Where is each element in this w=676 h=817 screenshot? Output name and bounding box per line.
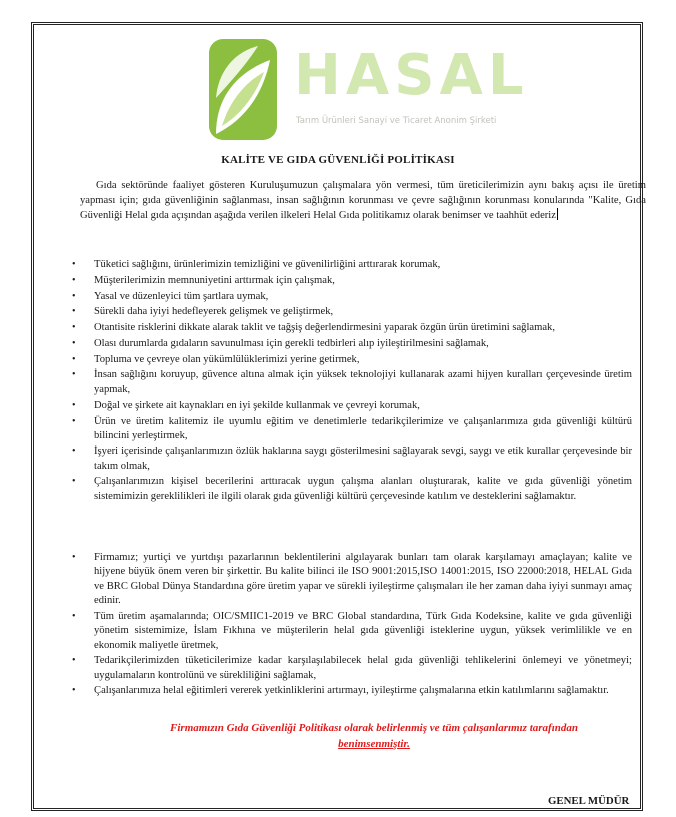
text-cursor — [557, 208, 558, 220]
bullet-icon: • — [72, 655, 76, 667]
bullet-icon: • — [72, 476, 76, 488]
principle-item-text: Çalışanlarımızın kişisel becerilerini arttıracak uygun çalışma alanları oluşturarak, kalite ve gıda güvenliği yönetim sistemimizin gereklilikleri ile ilgili olarak gıda güvenliği kültürü çerçevesinde katılım ve desteklerini sağlamaktır. — [94, 476, 632, 502]
document-title: KALİTE VE GIDA GÜVENLİĞİ POLİTİKASI — [221, 154, 455, 166]
principle-item — [64, 368, 632, 397]
logo-wordmark: HASAL — [294, 43, 529, 108]
closing-statement — [96, 720, 652, 752]
principles-list — [64, 258, 632, 506]
bullet-icon: • — [72, 306, 76, 318]
intro-paragraph — [80, 178, 646, 224]
principle-item-text: Doğal ve şirkete ait kaynakları en iyi şekilde kullanmak ve çevreyi korumak, — [94, 399, 420, 411]
commitment-item-text: Firmamız; yurtiçi ve yurtdışı pazarlarının beklentilerini algılayarak bunları tam olarak karşılamayı amaçlayan; kalite ve hijyene büyük önem veren bir şirkettir. Bu kalite bilinci ile ISO 9001:2015,ISO 14001:2015, ISO 22000:2018, HELAL Gıda ve BRC Global Dünya Standardına göre üretim yapar ve sürekli iyileştirme çalışmaları ile her zaman daha iyiyi sunmayı amaç edinir. — [94, 552, 632, 607]
principle-item-text: Olası durumlarda gıdaların savunulması için gerekli tedbirleri alıp iyileştirilmesini sağlamak, — [94, 337, 489, 349]
principle-item — [64, 305, 632, 320]
principle-item — [64, 353, 632, 368]
principle-item — [64, 415, 632, 444]
principle-item-text: Tüketici sağlığını, ürünlerimizin temizliğini ve güvenilirliğini arttırarak korumak, — [94, 259, 441, 270]
commitment-item — [64, 684, 632, 698]
principle-item-text: Topluma ve çevreye olan yükümlülüklerimizi yerine getirmek, — [94, 353, 360, 365]
bullet-icon: • — [72, 353, 76, 365]
commitment-item — [64, 551, 632, 609]
signature-title: GENEL MÜDÜR — [548, 795, 630, 807]
bullet-icon: • — [72, 274, 76, 286]
bullet-icon: • — [72, 446, 76, 457]
principle-item — [64, 290, 632, 305]
bullet-icon: • — [72, 399, 76, 411]
principle-item-text: Otantisite risklerini dikkate alarak taklit ve tağşiş değerlendirmesini yaparak özgün ürün üretimini sağlamak, — [94, 322, 555, 334]
closing-line-1: Firmamızın Gıda Güvenliği Politikası olarak belirlenmiş ve tüm çalışanlarımız tarafından — [170, 722, 578, 734]
bullet-icon: • — [72, 290, 76, 302]
principle-item — [64, 274, 632, 289]
principle-item-text: Ürün ve üretim kalitemiz ile uyumlu eğitim ve denetimlerle tedarikçilerimize ve çalışanlarımıza gıda güvenliği kültürü bilincini yerleştirmek, — [94, 415, 632, 442]
principle-item — [64, 258, 632, 273]
commitment-item — [64, 654, 632, 683]
bullet-icon: • — [72, 415, 76, 427]
intro-text: Gıda sektöründe faaliyet gösteren Kuruluşumuzun çalışmalara yön vermesi, tüm üreticilerimizin aynı bakış açısı ile üretim yapması için; gıda güvenliğinin sağlanması, insan sağlığının korunması ve çevre sağlığının korunması konularında "Kalite, Gıda Güvenliği Helal gıda açışından aşağıda verilen ilkeleri Helal Gıda politikamız olarak benimser ve taahhüt ederiz — [80, 180, 646, 222]
commitments-list — [64, 551, 632, 700]
bullet-icon: • — [72, 322, 76, 334]
commitment-item-text: Tedarikçilerimizden tüketicilerimize kadar karşılaşılabilecek helal gıda güvenliği tehlikelerini önlemeyi ve yönetmeyi; uygulamaların kontrolünü ve sürekliliğini sağlamak, — [94, 655, 632, 681]
principle-item — [64, 337, 632, 352]
principle-item-text: Yasal ve düzenleyici tüm şartlara uymak, — [94, 290, 269, 302]
principle-item — [64, 445, 632, 474]
principle-item — [64, 475, 632, 504]
bullet-icon: • — [72, 552, 76, 563]
principle-item-text: İnsan sağlığını koruyup, güvence altına almak için yüksek teknolojiyi kullanarak azami hijyen kuralları çerçevesinde üretim yapmak, — [94, 369, 632, 396]
principle-item-text: Sürekli daha iyiyi hedefleyerek gelişmek ve geliştirmek, — [94, 306, 334, 318]
principle-item-text: Müşterilerimizin memnuniyetini arttırmak için çalışmak, — [94, 274, 335, 286]
logo-tagline: Tarım Ürünleri Sanayi ve Ticaret Anonim Şirketi — [296, 116, 497, 126]
bullet-icon: • — [72, 685, 76, 697]
company-logo — [208, 38, 529, 143]
bullet-icon: • — [72, 259, 76, 270]
closing-line-2: benimsenmiştir. — [338, 738, 410, 750]
bullet-icon: • — [72, 369, 76, 381]
commitment-item-text: Tüm üretim aşamalarında; OIC/SMIIC1-2019 ve BRC Global standardına, Türk Gıda Kodeksine, kalite ve gıda güvenliği yönetim sistemimize, İslam Fıkhına ve müşterilerin helal gıda güvenliği isteklerine uygun, yüksek verimlilikle ve en ekonomik maliyetle üretmek, — [94, 610, 632, 651]
leaf-logo-icon — [208, 38, 278, 141]
commitment-item-text: Çalışanlarımıza helal eğitimleri vererek yetkinliklerini artırmayı, iyileştirme çalışmalarına etkin katılımlarını sağlamaktır. — [94, 685, 609, 697]
principle-item — [64, 399, 632, 414]
bullet-icon: • — [72, 337, 76, 349]
bullet-icon: • — [72, 610, 76, 622]
principle-item-text: İşyeri içerisinde çalışanlarımızın özlük haklarına saygı gösterilmesini sağlayarak sevgi, saygı ve etik kurallar çerçevesinde bir takım olmak, — [94, 446, 632, 472]
principle-item — [64, 321, 632, 336]
commitment-item — [64, 610, 632, 653]
